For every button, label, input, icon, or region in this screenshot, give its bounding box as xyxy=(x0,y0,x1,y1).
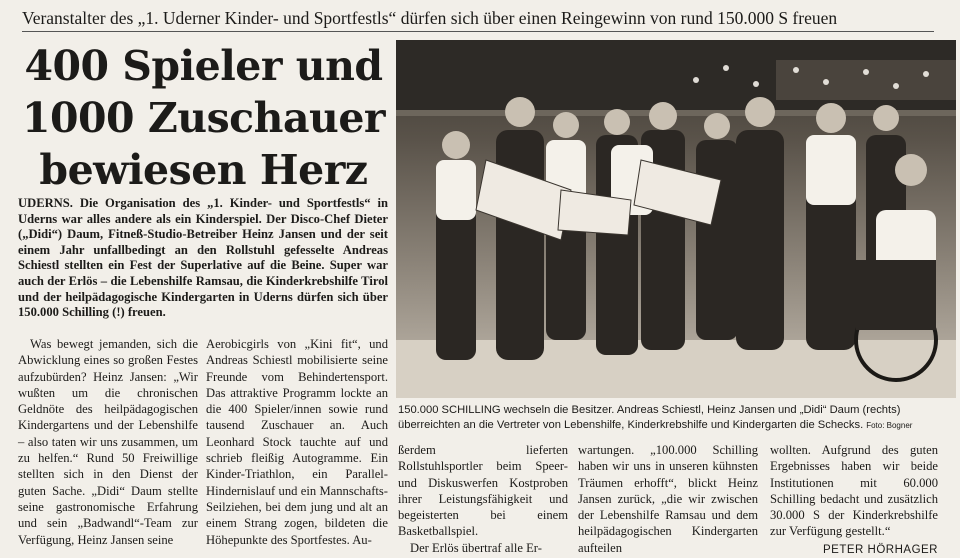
body-column-5 xyxy=(770,442,938,558)
body-paragraph: Aerobicgirls von „Kini fit“, und Andreas Schiestl mobilisierte seine Freunde vom Behindertensport. Das attraktive Programm lockte an die 400 Spieler/innen sowie rund tausend Zuschauer an. Auch Leonhard Stock tauchte auf und schrieb fleißig Autogramme. Ein Kinder-Triathlon, ein Parallel-Hindernislauf und ein Mannschafts-Seilziehen, bei dem jung und alt an einem Strang zogen, bildeten die Höhepunkte des Sportfestes. Au- xyxy=(206,337,388,547)
body-paragraph: wartungen. „100.000 Schilling haben wir uns in unseren kühnsten Träumen erhofft“, blickt Heinz Jansen zurück, „die wir zwischen der Lebenshilfe Ramsau und dem heilpädagogischen Kindergarten aufteilen xyxy=(578,443,758,555)
body-column-4 xyxy=(578,442,758,556)
kicker-line: Veranstalter des „1. Uderner Kinder- und Sportfestls“ dürfen sich über einen Reingewinn von rund 150.000 S freuen xyxy=(22,8,838,28)
caption-text: 150.000 SCHILLING wechseln die Besitzer. Andreas Schiestl, Heinz Jansen und „Didi“ Daum (rechts) überreichten an die Vertreter von Lebenshilfe, Kinderkrebshilfe und Kindergarten die Schecks. xyxy=(398,404,901,431)
body-paragraph: Der Erlös übertraf alle Er- xyxy=(410,540,542,555)
photo-illustration xyxy=(396,40,956,398)
divider xyxy=(22,31,934,32)
photo-caption xyxy=(398,403,954,433)
event-photo xyxy=(396,40,956,398)
body-paragraph: Was bewegt jemanden, sich die Abwicklung eines so großen Festes aufzubürden? Heinz Jansen: „Wir wußten um die chronischen Geldnöte des heilpädagogischen Kindergartens und der Lebenshilfe – also taten wir uns zusammen, um zu helfen.“ Rund 50 Freiwillige stellten sich in den Dienst der guten Sache. „Didi“ Daum stellte seine gastronomische Erfahrung und sein „Badwandl“-Team zur Verfügung, Heinz Jansen seine xyxy=(18,337,198,547)
photo-credit: Foto: Bogner xyxy=(866,421,913,430)
headline-line-2: 1000 Zuschauer xyxy=(21,94,386,142)
headline-line-1: 400 Spieler und xyxy=(24,42,383,90)
headline xyxy=(16,40,391,196)
body-column-3 xyxy=(398,442,568,556)
headline-line-3: bewiesen Herz xyxy=(39,146,368,194)
body-paragraph: wollten. Aufgrund des guten Ergebnisses haben wir beide Institutionen mit 60.000 Schilling bedacht und zusätzlich 30.000 S der Kinderkrebshilfe zur Verfügung gestellt.“ xyxy=(770,443,938,539)
lead-paragraph: UDERNS. Die Organisation des „1. Kinder- und Sportfestls“ in Uderns war alles andere als ein Kinderspiel. Der Disco-Chef Dieter („Didi“) Daum, Fitneß-Studio-Betreiber Heinz Jansen und der seit einem Jahr unfallbedingt an den Rollstuhl gefesselte Andreas Schiestl stellten ein Fest der Superlative auf die Beine. Super war auch der Erlös – die Lebenshilfe Ramsau, die Kinderkrebshilfe Tirol und der heilpädagogische Kindergarten in Uderns dürfen sich über 150.000 Schilling (!) freuen. xyxy=(18,196,388,320)
byline: PETER HÖRHAGER xyxy=(823,543,938,556)
body-paragraph: ßerdem lieferten Rollstuhlsportler beim Speer- und Diskuswerfen Kostproben ihrer Leistungsfähigkeit und begeisterten bei einem Basketballspiel. xyxy=(398,443,568,539)
body-column-1 xyxy=(18,336,198,548)
body-column-2 xyxy=(206,336,388,548)
